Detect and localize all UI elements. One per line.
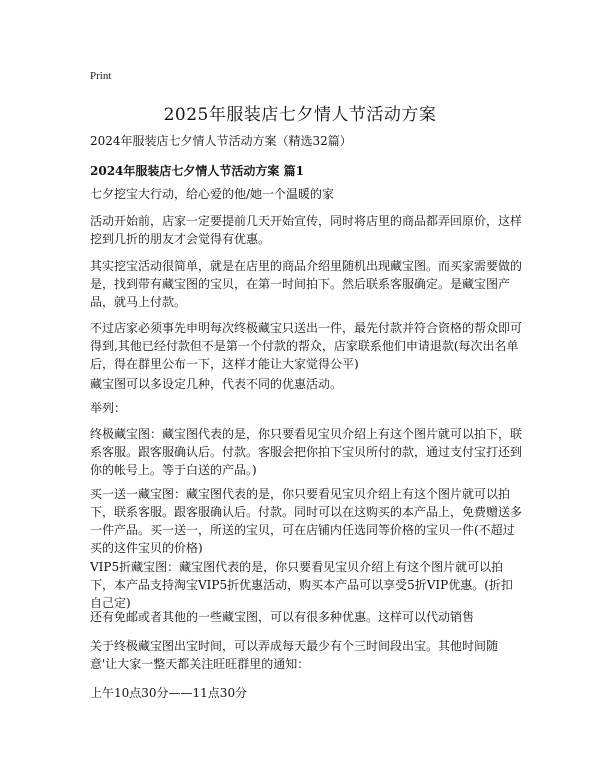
paragraph: 上午10点30分——11点30分 [90, 686, 248, 700]
paragraph: 终极藏宝图：藏宝图代表的是，你只要看见宝贝介绍上有这个图片就可以拍下，联系客服。跟客服确认后。付款。客服会把你拍下宝贝所付的款，通过支付宝打还到你的帐号上。等于白送的产品。) [90, 427, 523, 477]
paragraph: VIP5折藏宝图：藏宝图代表的是，你只要看见宝贝介绍上有这个图片就可以拍下，本产品支持淘宝VIP5折优惠活动，购买本产品可以享受5折VIP优惠。(折扣自己定) [90, 560, 513, 610]
section-heading: 2024年服装店七夕情人节活动方案 篇1 [90, 164, 304, 178]
paragraph: 关于终极藏宝图出宝时间，可以弄成每天最少有个三时间段出宝。其他时间随意'让大家一整天都关注旺旺群里的通知： [90, 639, 499, 671]
paragraph: 不过店家必须事先申明每次终极藏宝只送出一件，最先付款并符合资格的帮众即可得到,其他已经付款但不是第一个付款的帮众，店家联系他们申请退款(每次出名单后，得在群里公布一下，这样才能让大家觉得公平) [90, 321, 523, 371]
paragraph: 还有免邮或者其他的一些藏宝图，可以有很多种优惠。这样可以代动销售 [90, 610, 475, 624]
document-title: 2025年服装店七夕情人节活动方案 [163, 105, 437, 125]
document-subtitle: 2024年服装店七夕情人节活动方案（精选32篇） [90, 134, 352, 148]
print-link[interactable]: Print [90, 70, 112, 82]
paragraph: 藏宝图可以多设定几种，代表不同的优惠活动。 [90, 377, 343, 391]
paragraph: 其实挖宝活动很简单，就是在店里的商品介绍里随机出现藏宝图。而买家需要做的是，找到带有藏宝图的宝贝，在第一时间拍下。然后联系客服确定。是藏宝图产品，就马上付款。 [90, 259, 523, 309]
paragraph: 买一送一藏宝图：藏宝图代表的是，你只要看见宝贝介绍上有这个图片就可以拍下，联系客服。跟客服确认后。付款。同时可以在这购买的本产品上，免费赠送多一件产品。买一送一，所送的宝贝，可在店铺内任选同等价格的宝贝一件(不超过买的这件宝贝的价格) [90, 487, 523, 555]
paragraph: 举列： [90, 401, 127, 415]
paragraph: 活动开始前，店家一定要提前几天开始宣传，同时将店里的商品都弄回原价，这样挖到几折的朋友才会觉得有优惠。 [90, 214, 523, 246]
paragraph: 七夕挖宝大行动，给心爱的他/她一个温暖的家 [90, 187, 335, 201]
